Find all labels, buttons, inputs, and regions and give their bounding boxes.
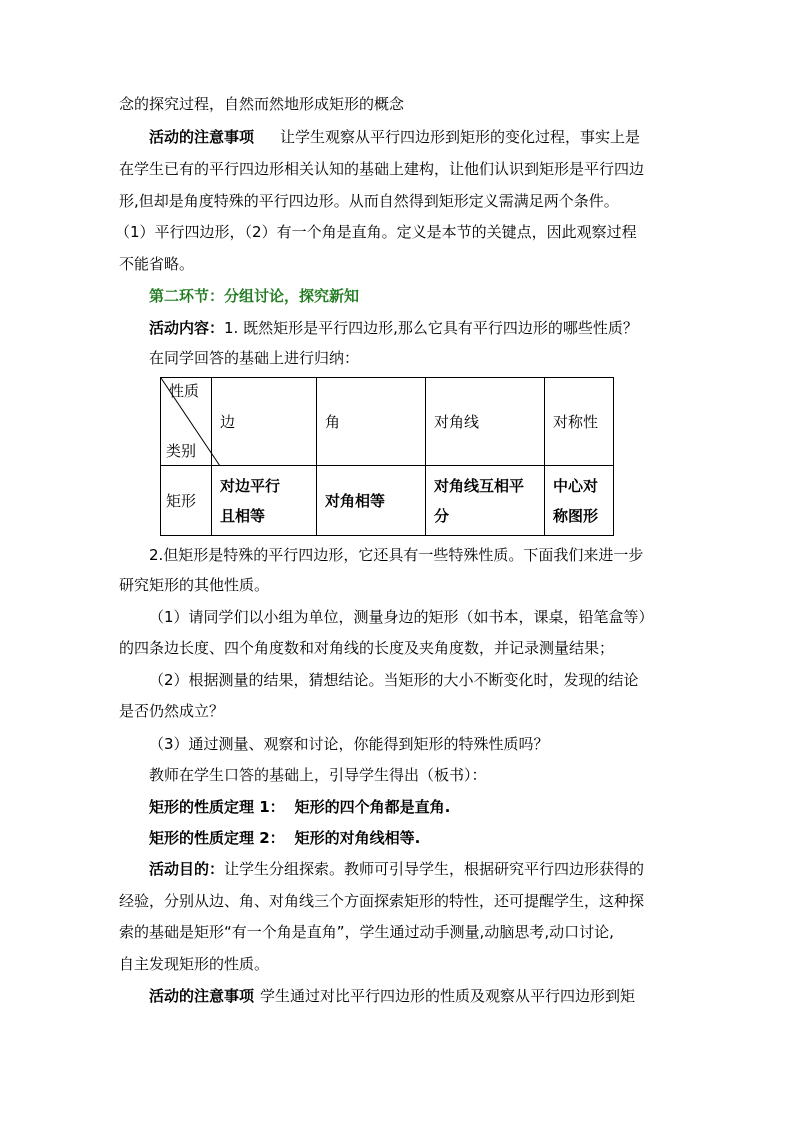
column-header: 边 <box>212 378 317 466</box>
paragraph-line <box>149 859 709 879</box>
header-diagonal-cell <box>161 378 212 466</box>
paragraph-line <box>149 127 709 147</box>
section-title: 第二环节：分组讨论，探究新知 <box>149 287 360 305</box>
theorem-1 <box>149 797 709 817</box>
paragraph-line: 研究矩形的其他性质。 <box>119 576 270 594</box>
paragraph-line: （1）请同学们以小组为单位，测量身边的矩形（如书本，课桌，铅笔盒等） <box>149 608 654 626</box>
paragraph-line: 不能省略。 <box>119 255 195 273</box>
paragraph-line: （3）通过测量、观察和讨论，你能得到矩形的特殊性质吗？ <box>149 735 549 753</box>
paragraph-line: 自主发现矩形的性质。 <box>119 955 270 973</box>
paragraph-line: 是否仍然成立？ <box>119 702 225 720</box>
properties-table <box>160 377 614 536</box>
content-text: 1. 既然矩形是平行四边形,那么它具有平行四边形的哪些性质？ <box>224 319 638 337</box>
paragraph-line: 经验，分别从边、角、对角线三个方面探索矩形的特性，还可提醒学生，这种探 <box>119 892 645 910</box>
goal-label: 活动目的： <box>149 860 225 878</box>
paragraph-line <box>149 318 709 338</box>
paragraph-line <box>149 986 709 1006</box>
paragraph-line: 在学生已有的平行四边形相关认知的基础上建构，让他们认识到矩形是平行四边 <box>119 160 645 178</box>
cell-line: 中心对 <box>553 476 599 495</box>
note-text-2: 学生通过对比平行四边形的性质及观察从平行四边形到矩 <box>260 987 636 1005</box>
note-label: 活动的注意事项 <box>149 128 255 146</box>
paragraph-line: （2）根据测量的结果，猜想结论。当矩形的大小不断变化时，发现的结论 <box>149 671 639 689</box>
goal-text: 让学生分组探索。教师可引导学生，根据研究平行四边形获得的 <box>224 860 645 878</box>
cell-line: 称图形 <box>553 506 599 525</box>
cell-line: 对角相等 <box>325 492 386 510</box>
column-header: 对角线 <box>426 378 545 466</box>
theorem-2-text: 矩形的对角线相等. <box>294 829 421 847</box>
column-header: 角 <box>317 378 426 466</box>
column-header: 对称性 <box>545 378 614 466</box>
header-bottom-label: 类别 <box>166 442 197 460</box>
note-text: 让学生观察从平行四边形到矩形的变化过程，事实上是 <box>280 128 641 146</box>
row-label: 矩形 <box>161 466 212 536</box>
table-cell <box>545 466 614 536</box>
table-cell <box>212 466 317 536</box>
paragraph-line: 形,但却是角度特殊的平行四边形。从而自然得到矩形定义需满足两个条件。 <box>119 192 619 210</box>
content-label: 活动内容： <box>149 319 225 337</box>
paragraph-line: 念的探究过程，自然而然地形成矩形的概念 <box>119 95 405 113</box>
table-cell <box>317 466 426 536</box>
paragraph-line: 教师在学生口答的基础上，引导学生得出（板书）： <box>149 766 487 784</box>
paragraph-line: 索的基础是矩形“有一个角是直角”，学生通过动手测量,动脑思考,动口讨论, <box>119 923 614 941</box>
paragraph-line: （1）平行四边形，（2）有一个角是直角。定义是本节的关键点，因此观察过程 <box>115 223 637 241</box>
paragraph-line: 的四条边长度、四个角度数和对角线的长度及夹角度数，并记录测量结果； <box>119 639 615 657</box>
theorem-1-label: 矩形的性质定理 1： <box>149 798 285 816</box>
note-label-2: 活动的注意事项 <box>149 987 255 1005</box>
theorem-2-label: 矩形的性质定理 2： <box>149 829 285 847</box>
paragraph-line: 在同学回答的基础上进行归纳： <box>149 349 360 367</box>
theorem-2 <box>149 828 709 848</box>
cell-line: 对边平行 <box>220 476 281 495</box>
cell-line: 分 <box>434 506 450 525</box>
cell-line: 对角线互相平 <box>434 476 525 495</box>
theorem-1-text: 矩形的四个角都是直角. <box>294 798 451 816</box>
paragraph-line: 2.但矩形是特殊的平行四边形，它还具有一些特殊性质。下面我们来进一步 <box>149 546 644 564</box>
table-cell <box>426 466 545 536</box>
cell-line: 且相等 <box>220 506 266 525</box>
header-top-label: 性质 <box>169 382 200 400</box>
